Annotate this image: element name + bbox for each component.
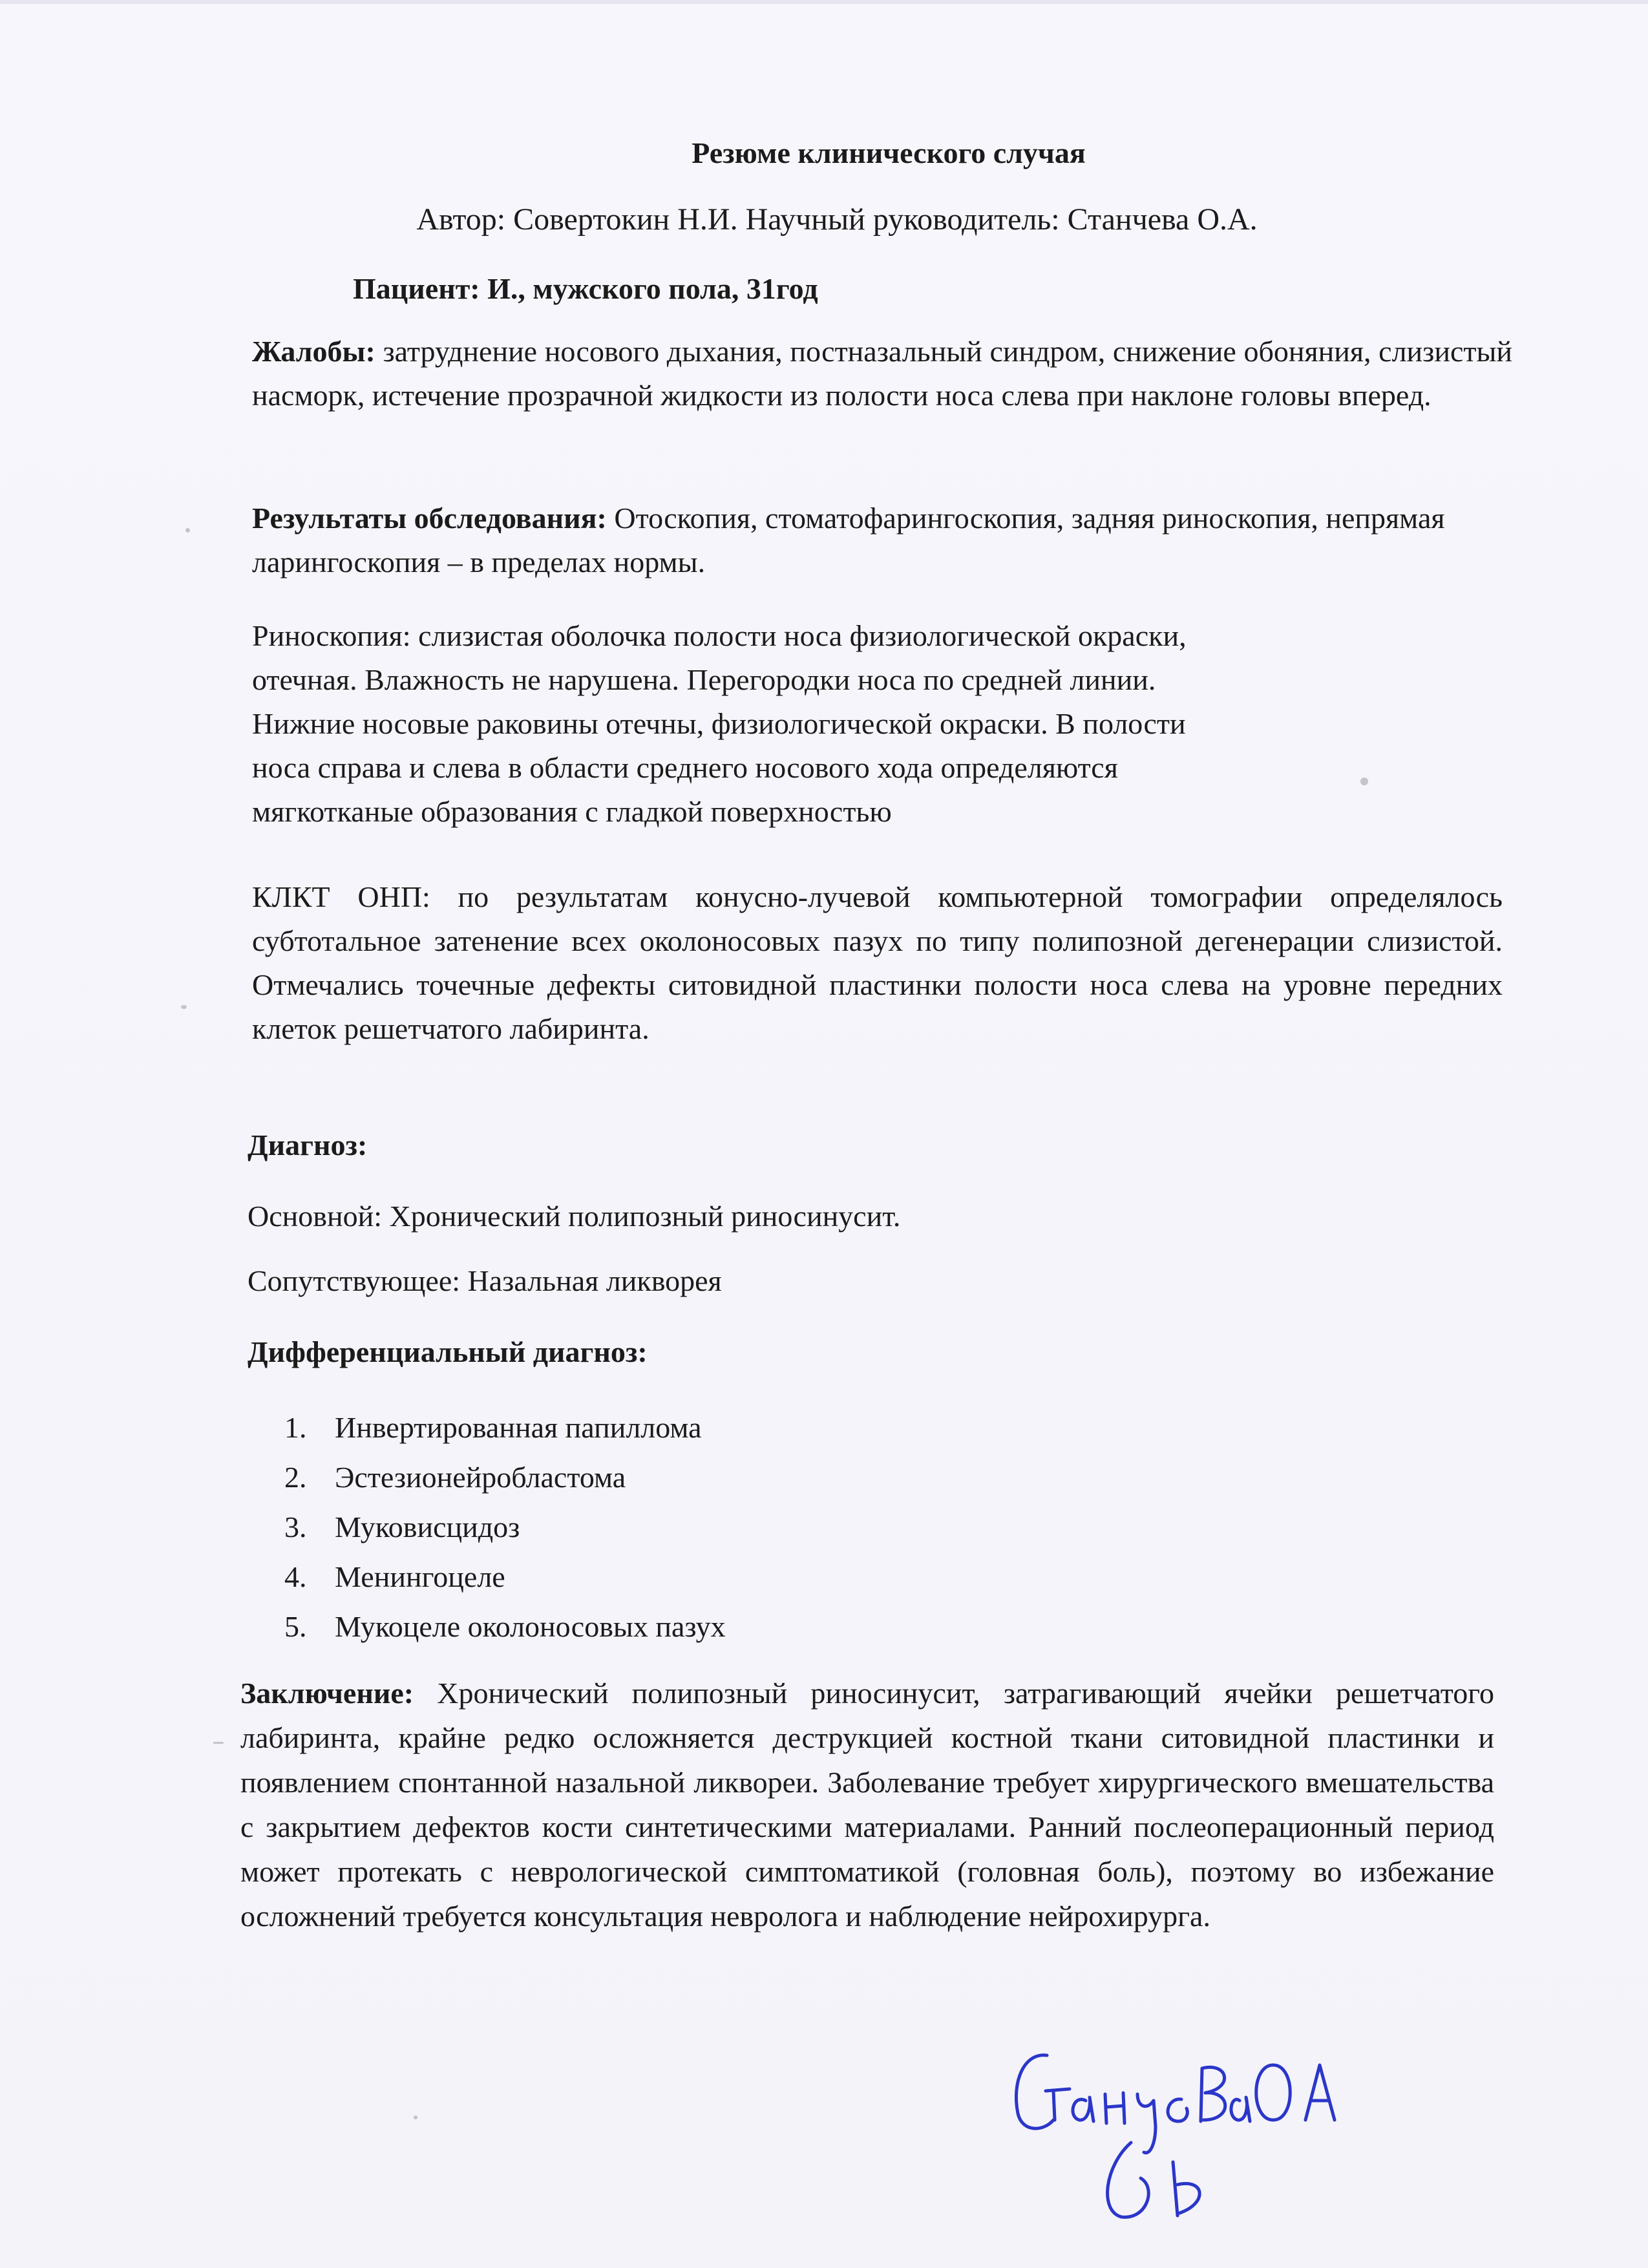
scan-speck: [213, 1742, 224, 1744]
scan-edge: [0, 0, 1648, 4]
complaints-label: Жалобы:: [252, 335, 375, 368]
rhinoscopy-line: мягкотканые образования с гладкой поверхностью: [252, 795, 892, 828]
conclusion-label: Заключение:: [240, 1677, 414, 1710]
list-item: [284, 1403, 726, 1452]
scan-speck: [185, 528, 190, 533]
list-item-text: Эстезионейробластома: [335, 1461, 626, 1494]
document-title: Резюме клинического случая: [692, 136, 1086, 169]
scan-speck: [1360, 778, 1368, 785]
list-item-number: 4.: [284, 1560, 307, 1593]
list-item-number: 5.: [284, 1610, 307, 1643]
conclusion-text: Хронический полипозный риносинусит, затрагивающий ячейки решетчатого лабиринта, крайне редко осложняется деструкцией костной ткани ситовидной пластинки и появлением спонтанной назальной ликвореи. Заболевание требует хирургического вмешательства с закрытием дефектов кости синтетическими материалами. Ранний послеоперационный период может протекать с неврологической симптоматикой (головная боль), поэтому во избежание осложнений требуется консультация невролога и наблюдение нейрохирурга.: [240, 1677, 1494, 1933]
list-item-text: Мукоцеле околоносовых пазух: [335, 1610, 726, 1643]
list-item-text: Муковисцидоз: [335, 1510, 520, 1543]
list-item-number: 1.: [284, 1411, 307, 1444]
rhinoscopy-line: Риноскопия: слизистая оболочка полости носа физиологической окраски,: [252, 619, 1187, 652]
rhinoscopy-line: Нижние носовые раковины отечны, физиологической окраски. В полости: [252, 707, 1186, 740]
rhinoscopy-line: носа справа и слева в области среднего носового хода определяются: [252, 751, 1118, 784]
differential-heading: Дифференциальный диагноз:: [248, 1335, 648, 1368]
exam-paragraph: [252, 496, 1480, 584]
list-item: [284, 1552, 726, 1602]
differential-list: [284, 1403, 726, 1651]
complaints-text: затруднение носового дыхания, постназальный синдром, снижение обоняния, слизистый насморк, истечение прозрачной жидкости из полости носа слева при наклоне головы вперед.: [252, 335, 1512, 412]
exam-label: Результаты обследования:: [252, 502, 607, 535]
scan-speck: [181, 1005, 187, 1009]
patient-line: Пациент: И., мужского пола, 31год: [353, 272, 818, 305]
list-item: [284, 1602, 726, 1651]
scan-speck: [414, 2115, 417, 2119]
list-item-text: Инвертированная папиллома: [335, 1411, 702, 1444]
diagnosis-main: Основной: Хронический полипозный риносинусит.: [248, 1200, 901, 1233]
exam-text: Отоскопия, стоматофарингоскопия, задняя риноскопия, непрямая ларингоскопия – в пределах нормы.: [252, 502, 1445, 578]
list-item-number: 3.: [284, 1510, 307, 1543]
diagnosis-heading: Диагноз:: [248, 1129, 368, 1161]
list-item: [284, 1452, 726, 1502]
diagnosis-secondary: Сопутствующее: Назальная ликворея: [248, 1264, 722, 1297]
complaints-paragraph: [252, 330, 1512, 418]
list-item: [284, 1502, 726, 1552]
list-item-number: 2.: [284, 1461, 307, 1494]
cbct-paragraph: КЛКТ ОНП: по результатам конусно-лучевой компьютерной томографии определялось субтотальное затенение всех околоносовых пазух по типу полипозной дегенерации слизистой. Отмечались точечные дефекты ситовидной пластинки полости носа слева на уровне передних клеток решетчатого лабиринта.: [252, 880, 1503, 1045]
handwritten-signature: [1008, 2030, 1344, 2223]
conclusion-paragraph: [240, 1671, 1494, 1938]
rhinoscopy-paragraph: [252, 614, 1480, 834]
list-item-text: Менингоцеле: [335, 1560, 505, 1593]
rhinoscopy-line: отечная. Влажность не нарушена. Перегородки носа по средней линии.: [252, 663, 1156, 696]
authors-line: Автор: Совертокин Н.И. Научный руководитель: Станчева О.А.: [416, 202, 1258, 237]
